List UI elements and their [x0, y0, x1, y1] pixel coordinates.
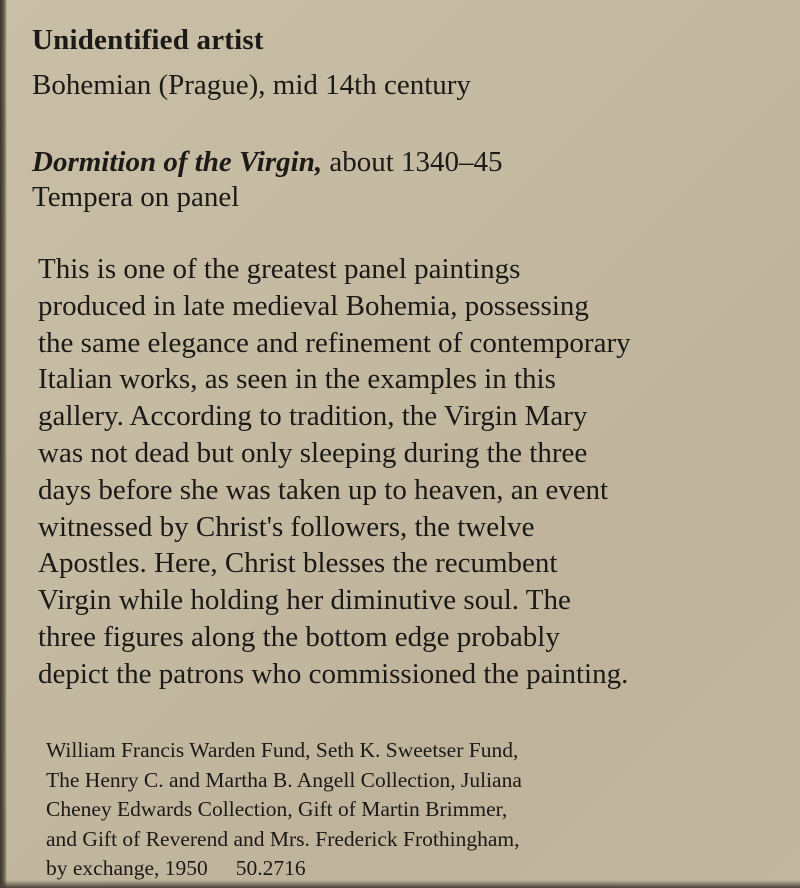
artwork-medium: Tempera on panel — [32, 181, 240, 213]
credit-line-row: William Francis Warden Fund, Seth K. Sweetser Fund, — [46, 738, 519, 762]
description-line: was not dead but only sleeping during the three — [38, 436, 588, 469]
description-line: Virgin while holding her diminutive soul. The — [38, 584, 571, 617]
accession-number: 50.2716 — [235, 856, 306, 881]
description-line: This is one of the greatest panel paintings — [38, 253, 521, 285]
credit-line — [46, 736, 766, 884]
description-line: produced in late medieval Bohemia, possessing — [38, 289, 589, 322]
description-line: depict the patrons who commissioned the painting. — [38, 657, 629, 690]
label-bottom-edge — [0, 880, 800, 888]
description-line: witnessed by Christ's followers, the twelve — [38, 510, 535, 543]
description-line: Italian works, as seen in the examples in this — [38, 363, 556, 396]
description-line: three figures along the bottom edge probably — [38, 620, 560, 653]
description-line: Apostles. Here, Christ blesses the recumbent — [38, 547, 558, 580]
description — [38, 251, 758, 693]
artwork-title: Dormition of the Virgin, — [32, 146, 323, 178]
description-line: the same elegance and refinement of contemporary — [38, 326, 631, 359]
credit-line-row: The Henry C. and Martha B. Angell Collection, Juliana — [46, 767, 522, 792]
label-left-edge — [0, 0, 7, 888]
artwork-date: about 1340–45 — [329, 146, 503, 178]
credit-line-row: Cheney Edwards Collection, Gift of Martin Brimmer, — [46, 797, 508, 822]
credit-final: by exchange, 1950 — [46, 856, 208, 881]
artwork-title-line — [32, 144, 503, 180]
description-line: days before she was taken up to heaven, an event — [38, 473, 609, 506]
description-line: gallery. According to tradition, the Virgin Mary — [38, 400, 588, 433]
credit-line-row: and Gift of Reverend and Mrs. Frederick Frothingham, — [46, 826, 520, 851]
artist-name: Unidentified artist — [32, 24, 264, 56]
artist-origin: Bohemian (Prague), mid 14th century — [32, 69, 471, 101]
